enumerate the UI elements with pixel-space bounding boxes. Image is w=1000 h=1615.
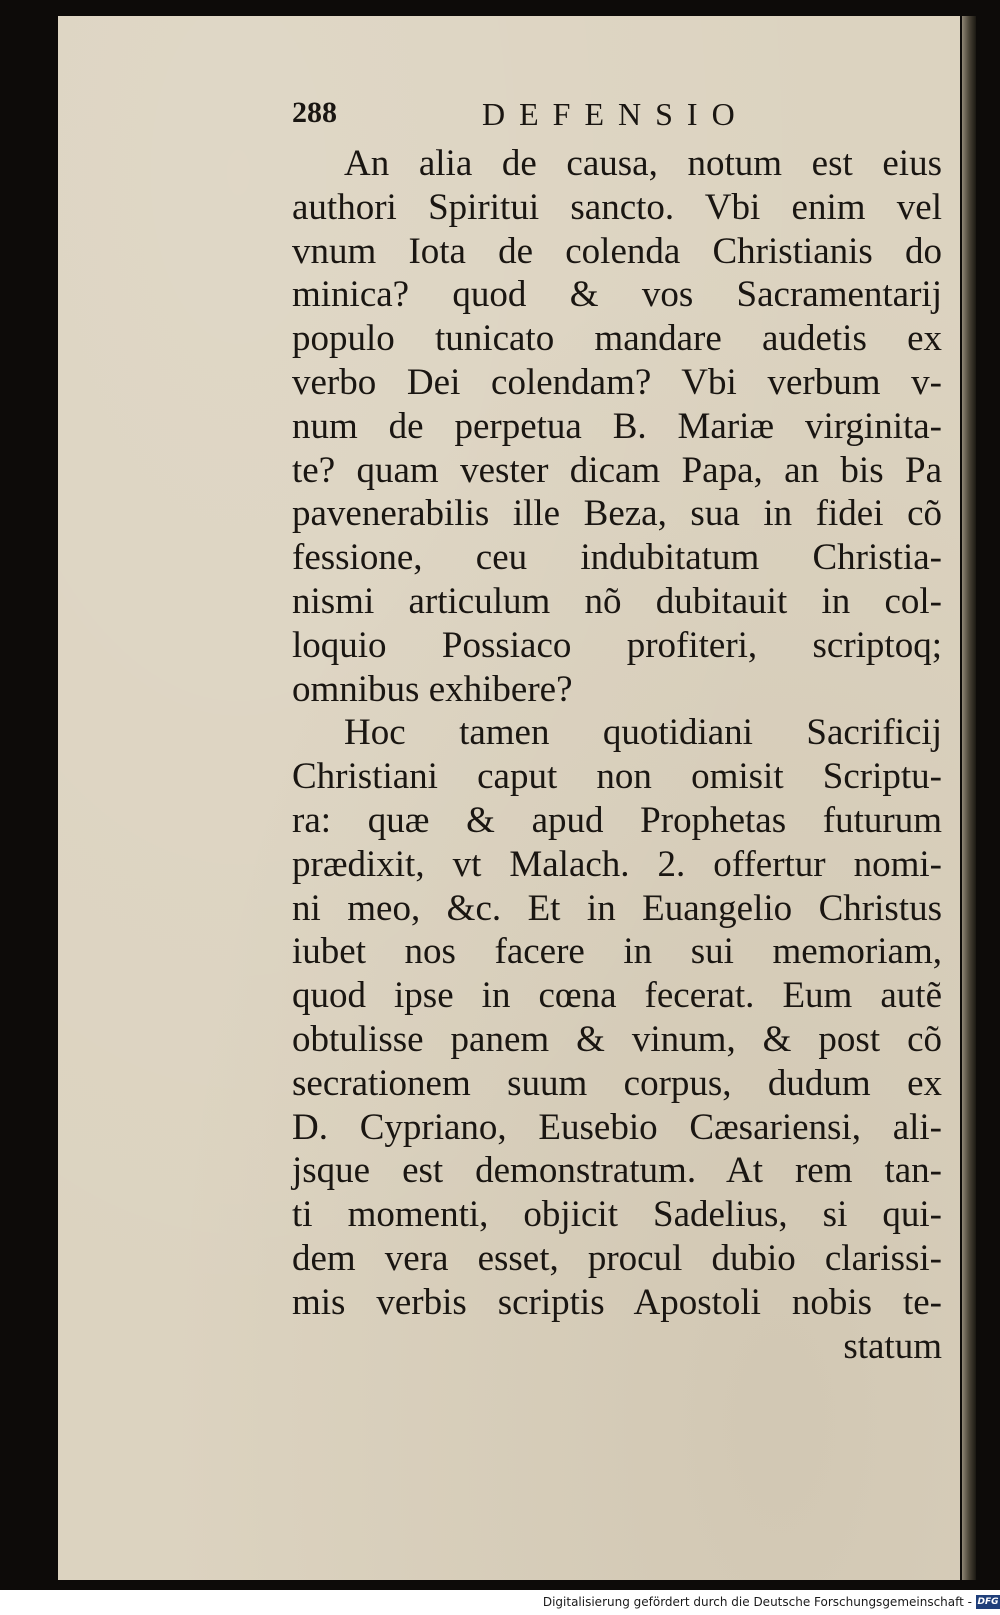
text-line: dem vera esset, procul dubio clarissi- <box>292 1237 942 1279</box>
text-line: pavenerabilis ille Beza, sua in fidei cõ <box>292 493 942 535</box>
text-line: An alia de causa, notum est eius <box>344 143 942 184</box>
text-line: ni meo, &c. Et in Euangelio Christus <box>292 887 942 929</box>
text-line: iubet nos facere in sui memoriam, <box>292 931 942 973</box>
text-line: verbo Dei colendam? Vbi verbum v- <box>292 361 942 403</box>
page-text-block <box>292 96 942 1368</box>
text-line: num de perpetua B. Mariæ virginita- <box>292 405 942 447</box>
text-line: quod ipse in cœna fecerat. Eum autẽ <box>292 975 942 1017</box>
text-line: D. Cypriano, Eusebio Cæsariensi, ali- <box>292 1106 942 1148</box>
text-line: mis verbis scriptis Apostoli nobis te- <box>292 1281 942 1323</box>
text-line: obtulisse panem & vinum, & post cõ <box>292 1018 942 1060</box>
running-head: DEFENSIO <box>482 96 749 132</box>
text-line: loquio Possiaco profiteri, scriptoq; <box>292 624 942 666</box>
text-line: minica? quod & vos Sacramentarij <box>292 274 942 316</box>
text-line: ti momenti, objicit Sadelius, si qui- <box>292 1194 942 1236</box>
catchword: statum <box>843 1325 942 1367</box>
text-line: te? quam vester dicam Papa, an bis Pa <box>292 449 942 491</box>
digitization-credit <box>543 1592 1000 1612</box>
page-number: 288 <box>292 96 337 129</box>
credit-text: Digitalisierung gefördert durch die Deutsche Forschungsgemeinschaft - <box>542 1595 972 1609</box>
text-line: Christiani caput non omisit Scriptu- <box>292 756 942 798</box>
text-line: prædixit, vt Malach. 2. offertur nomi- <box>292 843 942 885</box>
text-line: secrationem suum corpus, dudum ex <box>292 1062 942 1104</box>
text-line: ra: quæ & apud Prophetas futurum <box>292 799 942 841</box>
text-line: authori Spiritui sancto. Vbi enim vel <box>292 186 942 228</box>
text-line: populo tunicato mandare audetis ex <box>292 318 942 360</box>
text-line: omnibus exhibere? <box>292 668 573 710</box>
text-line: Hoc tamen quotidiani Sacrificij <box>344 712 942 754</box>
text-line: nismi articulum nõ dubitauit in col- <box>292 580 942 622</box>
text-line: jsque est demonstratum. At rem tan- <box>292 1150 942 1192</box>
page-header <box>292 96 942 142</box>
book-spine-edge <box>962 16 976 1580</box>
dfg-logo: DFG <box>977 1597 999 1607</box>
text-line: fessione, ceu indubitatum Christia- <box>292 537 942 579</box>
text-line: vnum Iota de colenda Christianis do <box>292 230 942 272</box>
